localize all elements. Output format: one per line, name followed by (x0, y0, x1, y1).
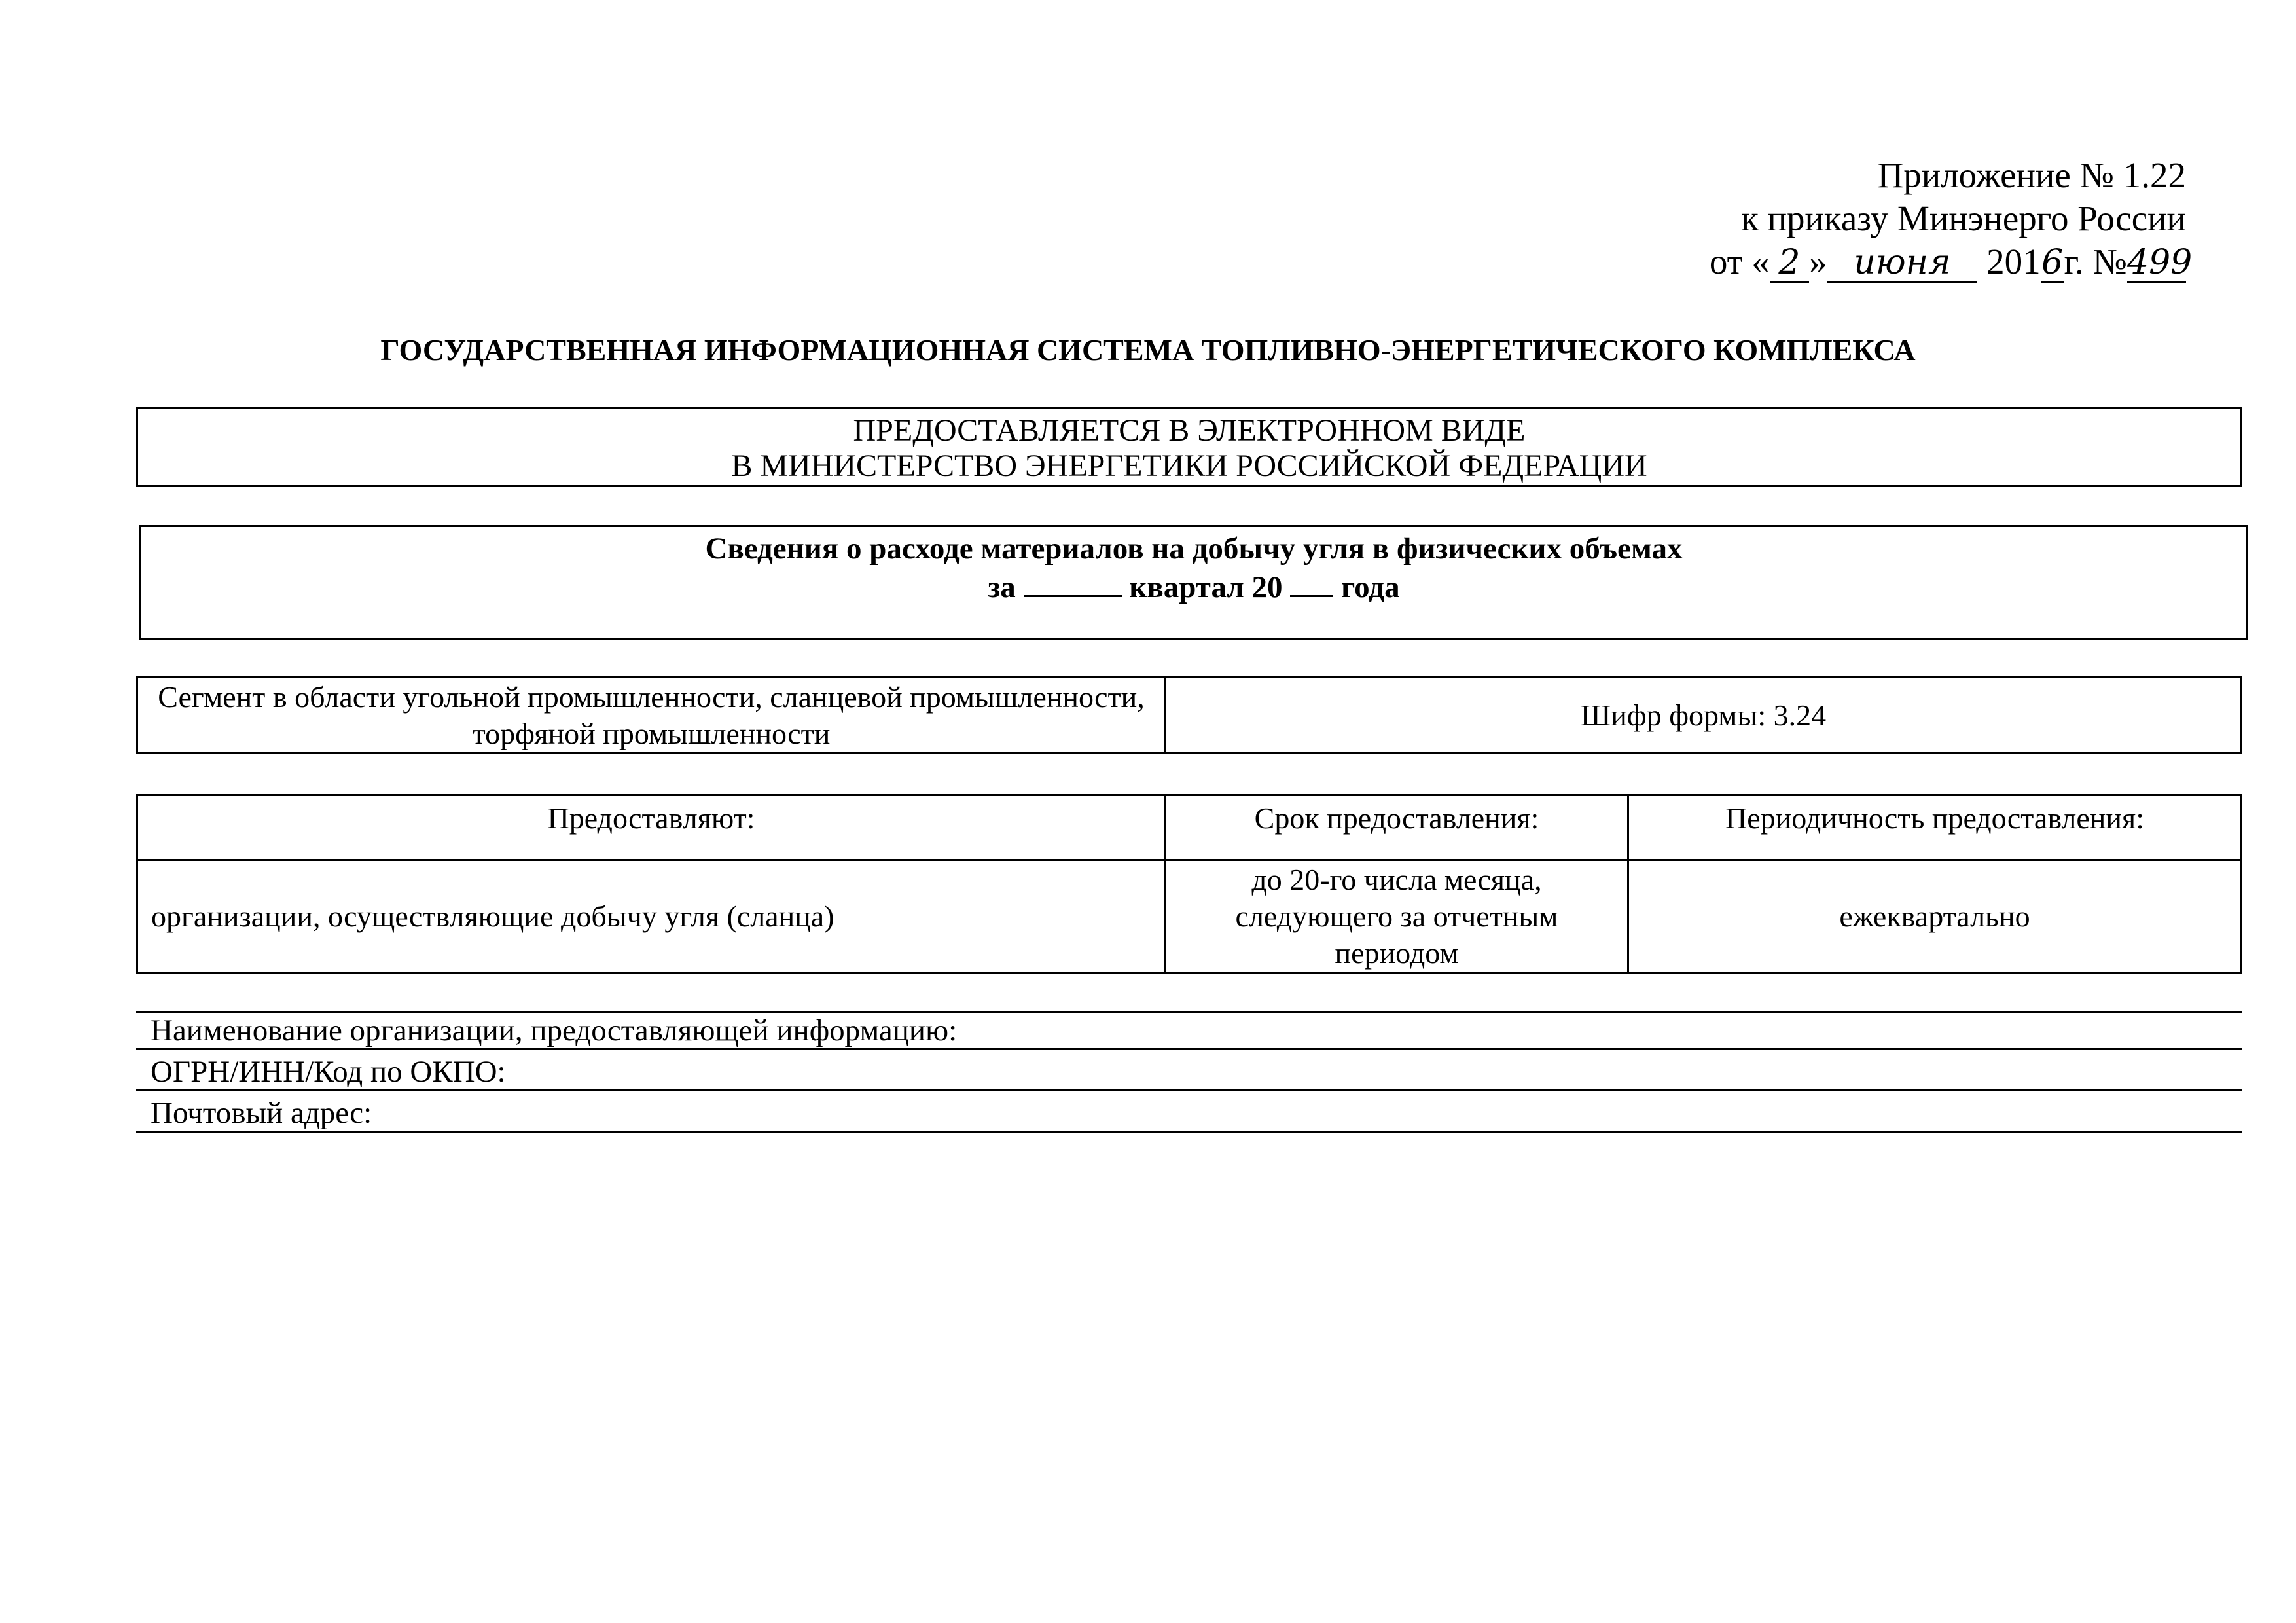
period-middle: квартал 20 (1129, 570, 1283, 604)
date-month: июня (1827, 244, 1977, 283)
info-table (136, 794, 2242, 974)
header-deadline: Срок предоставления: (1166, 795, 1628, 860)
date-mid: » (1808, 242, 1827, 282)
header-periodicity: Периодичность предоставления: (1628, 795, 2242, 860)
date-suffix: г. № (2064, 242, 2127, 282)
submission-line-1: ПРЕДОСТАВЛЯЕТСЯ В ЭЛЕКТРОННОМ ВИДЕ (853, 413, 1526, 448)
date-day: 2 (1770, 244, 1809, 283)
period-prefix: за (988, 570, 1016, 604)
cell-periodicity: ежеквартально (1628, 860, 2242, 974)
submission-line-2: В МИНИСТЕРСТВО ЭНЕРГЕТИКИ РОССИЙСКОЙ ФЕДЕРАЦИИ (731, 448, 1647, 483)
header-providers: Предоставляют: (137, 795, 1166, 860)
date-year-digit: 6 (2041, 243, 2064, 282)
form-title: Сведения о расходе материалов на добычу угля в физических объемах (705, 532, 1683, 566)
org-name-field: Наименование организации, предоставляющей информацию: (136, 1011, 2242, 1050)
annex-order-ref: к приказу Минэнерго России (1741, 198, 2186, 238)
submission-box (136, 407, 2242, 487)
cell-deadline: до 20-го числа месяца, следующего за отчетным периодом (1166, 860, 1628, 974)
date-prefix: от « (1709, 242, 1770, 282)
form-code-cell: Шифр формы: 3.24 (1166, 678, 2242, 754)
period-suffix: года (1340, 570, 1400, 604)
annex-number: Приложение № 1.22 (1877, 155, 2186, 195)
segment-table (136, 676, 2242, 754)
postal-address-field: Почтовый адрес: (136, 1093, 2242, 1133)
system-title: ГОСУДАРСТВЕННАЯ ИНФОРМАЦИОННАЯ СИСТЕМА ТОПЛИВНО-ЭНЕРГЕТИЧЕСКОГО КОМПЛЕКСА (380, 333, 1916, 367)
order-number: 499 (2127, 243, 2193, 282)
date-year-prefix: 201 (1986, 242, 2041, 282)
year-blank (1290, 568, 1333, 597)
org-ids-field: ОГРН/ИНН/Код по ОКПО: (136, 1052, 2242, 1091)
quarter-blank (1024, 568, 1122, 597)
form-title-box (139, 525, 2248, 640)
annex-date-line (1689, 240, 2193, 283)
form-period (141, 568, 2246, 606)
cell-providers: организации, осуществляющие добычу угля (сланца) (137, 860, 1166, 974)
annex-header (1689, 154, 2193, 283)
segment-cell: Сегмент в области угольной промышленности, сланцевой промышленности, торфяной промышленности (137, 678, 1166, 754)
